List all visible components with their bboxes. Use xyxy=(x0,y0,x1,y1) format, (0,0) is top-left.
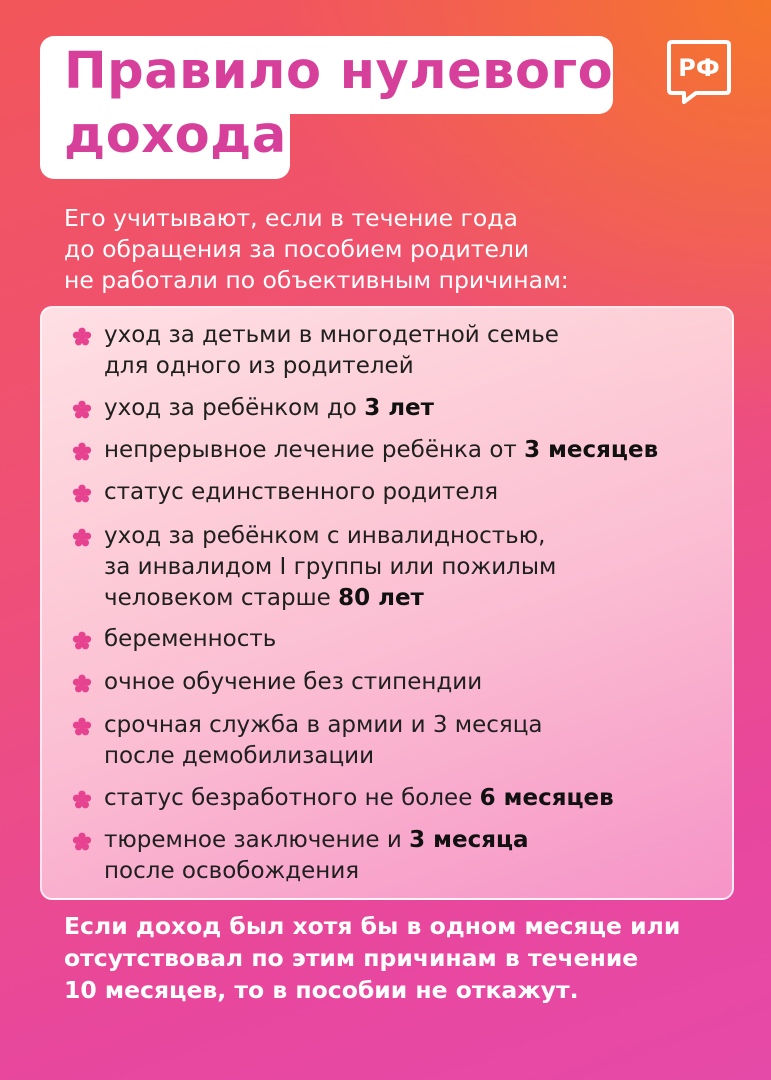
item-text: человеком старше xyxy=(104,585,339,611)
flower-icon xyxy=(72,674,92,694)
flower-icon xyxy=(72,484,92,504)
title-line-1: Правило нулевого xyxy=(64,42,614,101)
item-text: беременность xyxy=(104,626,277,652)
item-text: статус безработного не более xyxy=(104,785,480,811)
item-text: непрерывное лечение ребёнка от xyxy=(104,437,525,463)
flower-icon xyxy=(72,717,92,737)
flower-icon xyxy=(72,631,92,651)
item-highlight: 3 месяцев xyxy=(524,437,659,463)
flower-icon xyxy=(72,442,92,462)
item-text: уход за ребёнком с инвалидностью, xyxy=(104,523,546,549)
outro-line-1: Если доход был хотя бы в одном месяце или xyxy=(64,912,681,940)
item-text: после освобождения xyxy=(104,858,360,884)
item-text: статус единственного родителя xyxy=(104,479,499,505)
intro-line-1: Его учитывают, если в течение года xyxy=(64,204,518,232)
item-text: тюремное заключение и xyxy=(104,827,410,853)
intro-line-3: не работали по объективным причинам: xyxy=(64,266,569,294)
item-text: для одного из родителей xyxy=(104,353,414,379)
outro-line-3: 10 месяцев, то в пособии не откажут. xyxy=(64,976,579,1004)
intro-text xyxy=(64,203,724,296)
item-highlight: 3 лет xyxy=(364,395,434,421)
page-title xyxy=(64,40,613,168)
outro-text xyxy=(64,910,744,1006)
item-text: срочная служба в армии и 3 месяца xyxy=(104,712,543,738)
flower-icon xyxy=(72,528,92,548)
outro-line-2: отсутствовал по этим причинам в течение xyxy=(64,944,639,972)
flower-icon xyxy=(72,832,92,852)
item-highlight: 3 месяца xyxy=(409,827,529,853)
flower-icon xyxy=(72,400,92,420)
logo-text: РФ xyxy=(678,54,720,82)
flower-icon xyxy=(72,327,92,347)
item-text: очное обучение без стипендии xyxy=(104,669,483,695)
flower-icon xyxy=(72,790,92,810)
item-highlight: 6 месяцев xyxy=(479,785,614,811)
title-line-2: дохода xyxy=(64,106,287,165)
intro-line-2: до обращения за пособием родители xyxy=(64,235,530,263)
item-text: после демобилизации xyxy=(104,743,375,769)
item-text: уход за детьми в многодетной семье xyxy=(104,322,559,348)
item-text: за инвалидом I группы или пожилым xyxy=(104,554,557,580)
rf-logo-icon xyxy=(666,38,732,104)
item-text: уход за ребёнком до xyxy=(104,395,365,421)
item-highlight: 80 лет xyxy=(338,585,424,611)
